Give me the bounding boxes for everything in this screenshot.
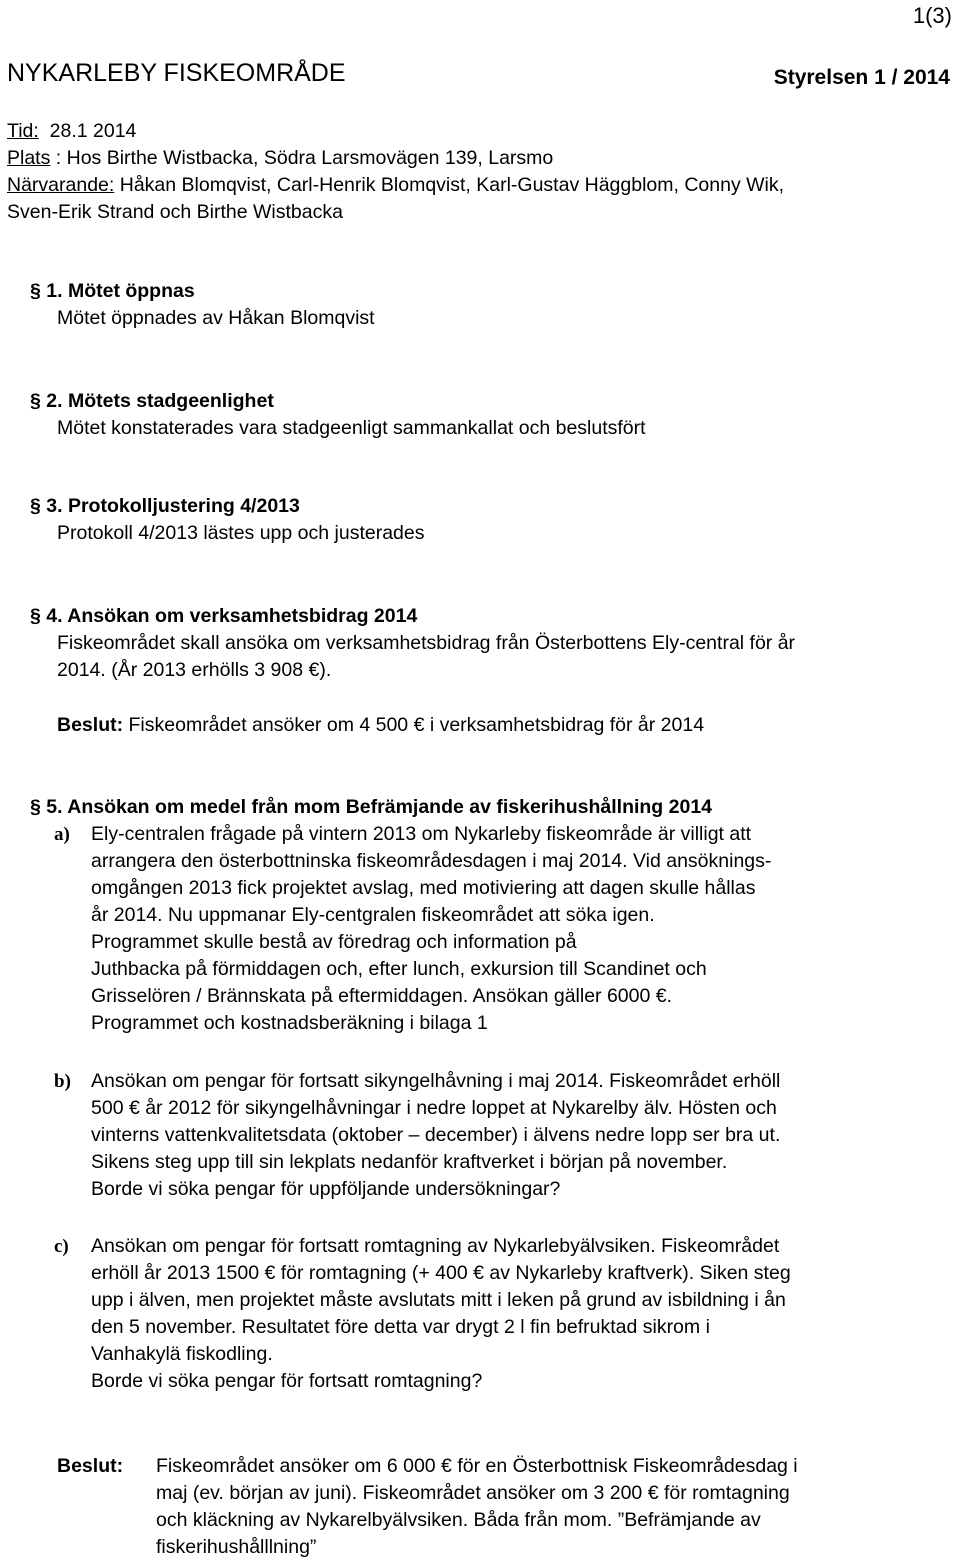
decision-line: fiskerihushålllning” <box>156 1536 317 1558</box>
section-body: Mötet konstaterades vara stadgeenligt sammankallat och beslutsfört <box>57 417 646 439</box>
section-heading <box>30 794 712 821</box>
section-heading <box>30 493 300 520</box>
item-line: Programmet och kostnadsberäkning i bilaga 1 <box>91 1012 488 1034</box>
organization-title: NYKARLEBY FISKEOMRÅDE <box>7 59 346 87</box>
item-line: Grisselören / Brännskata på eftermiddagen. Ansökan gäller 6000 €. <box>91 985 673 1007</box>
item-label-c: c) <box>54 1236 69 1257</box>
decision-text: Fiskeområdet ansöker om 4 500 € i verksamhetsbidrag för år 2014 <box>128 714 705 736</box>
item-label-b: b) <box>54 1071 71 1092</box>
section-mark: § 2. <box>30 390 63 412</box>
section-mark: § 1. <box>30 280 63 302</box>
item-line: den 5 november. Resultatet före detta var drygt 2 l fin befruktad sikrom i <box>91 1316 710 1338</box>
item-line: omgången 2013 fick projektet avslag, med motiviering att dagen skulle hållas <box>91 877 756 899</box>
present-label: Närvarande: <box>7 174 115 196</box>
final-decision-label: Beslut: <box>57 1455 124 1477</box>
meta-place <box>7 145 553 172</box>
item-line: Ely-centralen frågade på vintern 2013 om Nykarleby fiskeområde är villigt att <box>91 823 752 845</box>
section-mark: § 3. <box>30 495 63 517</box>
page-number: 1(3) <box>912 3 952 28</box>
section-mark: § 4. <box>30 605 63 627</box>
section-body: Protokoll 4/2013 lästes upp och justerades <box>57 522 425 544</box>
item-line: Ansökan om pengar för fortsatt sikyngelhåvning i maj 2014. Fiskeområdet erhöll <box>91 1070 781 1092</box>
item-label-a: a) <box>54 824 70 845</box>
item-line: Ansökan om pengar för fortsatt romtagning av Nykarlebyälvsiken. Fiskeområdet <box>91 1235 780 1257</box>
decision-line: Fiskeområdet ansöker om 6 000 € för en Österbottnisk Fiskeområdesdag i <box>156 1455 798 1477</box>
item-a <box>91 821 951 1037</box>
section-title: Mötets stadgeenlighet <box>67 390 274 412</box>
item-b <box>91 1068 951 1203</box>
section-title: Ansökan om verksamhetsbidrag 2014 <box>67 605 418 627</box>
present-value: Håkan Blomqvist, Carl-Henrik Blomqvist, Karl-Gustav Häggblom, Conny Wik, <box>119 174 785 196</box>
section-heading <box>30 278 195 305</box>
item-line: Borde vi söka pengar för uppföljande undersökningar? <box>91 1178 561 1200</box>
place-label: Plats <box>7 147 51 169</box>
section-heading <box>30 388 274 415</box>
time-label: Tid: <box>7 120 39 142</box>
item-line: år 2014. Nu uppmanar Ely-centgralen fiskeområdet att söka igen. <box>91 904 655 926</box>
section-body: 2014. (År 2013 erhölls 3 908 €). <box>57 659 332 681</box>
meeting-label: Styrelsen 1 / 2014 <box>773 66 950 89</box>
decision <box>57 712 704 739</box>
item-c <box>91 1233 951 1395</box>
meta-present-cont: Sven-Erik Strand och Birthe Wistbacka <box>7 201 343 223</box>
section-title: Ansökan om medel från mom Befrämjande av fiskerihushållning 2014 <box>67 796 713 818</box>
decision-line: maj (ev. början av juni). Fiskeområdet ansöker om 3 200 € för romtagning <box>156 1482 790 1504</box>
section-title: Protokolljustering 4/2013 <box>67 495 300 517</box>
meta-time <box>7 118 136 145</box>
decision-label: Beslut: <box>57 714 124 736</box>
item-line: erhöll år 2013 1500 € för romtagning (+ 400 € av Nykarleby kraftverk). Siken steg <box>91 1262 791 1284</box>
item-line: vinterns vattenkvalitetsdata (oktober – december) i älvens nedre lopp ser bra ut. <box>91 1124 781 1146</box>
place-value: : Hos Birthe Wistbacka, Södra Larsmovägen 139, Larsmo <box>55 147 554 169</box>
section-body: Mötet öppnades av Håkan Blomqvist <box>57 307 375 329</box>
decision-line: och kläckning av Nykarelbyälvsiken. Båda från mom. ”Befrämjande av <box>156 1509 761 1531</box>
section-title: Mötet öppnas <box>67 280 195 302</box>
item-line: 500 € år 2012 för sikyngelhåvningar i nedre loppet at Nykarelby älv. Hösten och <box>91 1097 777 1119</box>
item-line: Programmet skulle bestå av föredrag och information på <box>91 931 577 953</box>
item-line: Borde vi söka pengar för fortsatt romtagning? <box>91 1370 483 1392</box>
item-line: arrangera den österbottninska fiskeområdesdagen i maj 2014. Vid ansöknings- <box>91 850 772 872</box>
section-heading <box>30 603 417 630</box>
time-value: 28.1 2014 <box>49 120 137 142</box>
item-line: upp i älven, men projektet måste avslutats mitt i leken på grund av isbildning i ån <box>91 1289 786 1311</box>
item-line: Sikens steg upp till sin lekplats nedanför kraftverket i början på november. <box>91 1151 728 1173</box>
section-body: Fiskeområdet skall ansöka om verksamhetsbidrag från Österbottens Ely-central för år <box>57 632 796 654</box>
section-mark: § 5. <box>30 796 63 818</box>
item-line: Vanhakylä fiskodling. <box>91 1343 273 1365</box>
item-line: Juthbacka på förmiddagen och, efter lunch, exkursion till Scandinet och <box>91 958 707 980</box>
meta-present <box>7 172 784 199</box>
final-decision-text <box>156 1453 956 1561</box>
